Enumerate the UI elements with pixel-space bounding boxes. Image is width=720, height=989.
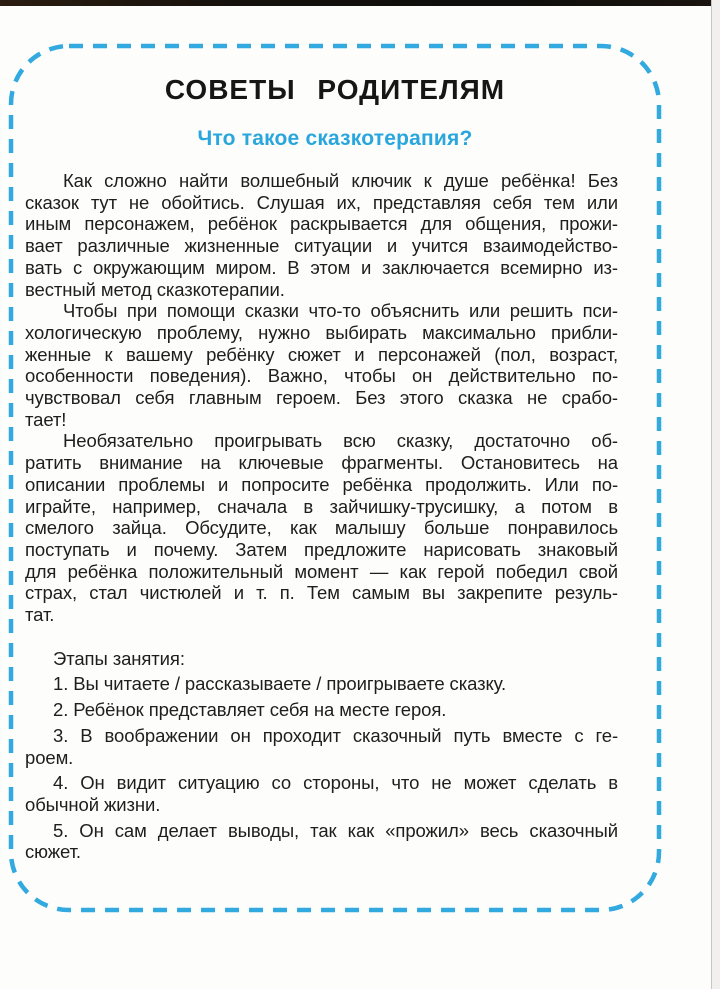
text-line: вестный метод сказкотерапии. [25,278,285,300]
text-line: поступать и почему. Затем предложите нарисовать знаковый [25,538,618,560]
text-line: чувствовал себя главным героем. Без этого сказка не срабо- [25,387,618,409]
text-line: сюжет. [25,841,81,863]
text-line: Необязательно проигрывать всю сказку, достаточно об- [63,430,618,452]
paragraph-1 [25,170,618,300]
article-body [25,170,618,863]
text-line: описании проблемы и попросите ребёнка продолжить. Или по- [25,473,618,495]
text-line: хологическую проблему, нужно выбирать максимально прибли- [25,321,618,343]
text-line: роем. [25,746,74,768]
text-line: Чтобы при помощи сказки что-то объяснить или решить пси- [63,300,618,322]
paragraph-3 [25,430,618,625]
page-subtitle: Что такое сказкотерапия? [197,127,473,150]
stage-item-4 [25,772,618,815]
stage-item-2 [25,699,618,721]
text-line: смелого зайца. Обсудите, как малышу больше понравилось [25,517,618,539]
text-line: страх, стал чистюлей и т. п. Тем самым вы закрепите резуль- [25,582,618,604]
text-line: 5. Он сам делает выводы, так как «прожил» весь сказочный [53,819,618,841]
text-line: женные к вашему ребёнку сюжет и персонажей (пол, возраст, [25,343,618,365]
text-line: для ребёнка положительный момент — как герой победил свой [25,560,618,582]
text-line: 4. Он видит ситуацию со стороны, что не может сделать в [53,772,618,794]
text-line: Этапы занятия: [53,647,185,669]
text-line: обычной жизни. [25,793,161,815]
text-line: Как сложно найти волшебный ключик к душе ребёнка! Без [63,170,618,191]
stages-heading [25,648,618,670]
text-line: 3. В воображении он проходит сказочный путь вместе с ге- [53,724,618,746]
stage-item-1 [25,673,618,695]
text-line: иным персонажем, ребёнок раскрывается для общения, прожи- [25,213,618,235]
text-line: особенности поведения). Важно, чтобы он действительно по- [25,365,618,387]
text-line: 2. Ребёнок представляет себя на месте героя. [53,699,447,721]
text-line: тает! [25,408,67,430]
paragraph-2 [25,300,618,430]
stage-item-3 [25,725,618,768]
stage-item-5 [25,820,618,863]
text-line: вать с окружающим миром. В этом и заключается всемирно из- [25,256,618,278]
page-title: СОВЕТЫ РОДИТЕЛЯМ [164,74,506,105]
text-line: вает различные жизненные ситуации и учится взаимодейство- [25,235,618,257]
text-line: играйте, например, сначала в зайчишку-трусишку, а потом в [25,495,618,517]
text-line: тат. [25,604,55,626]
text-line: 1. Вы читаете / рассказываете / проигрываете сказку. [53,673,507,695]
text-line: сказок тут не обойтись. Слушая их, представляя себя тем или [25,191,618,213]
text-line: ратить внимание на ключевые фрагменты. Остановитесь на [25,452,618,474]
